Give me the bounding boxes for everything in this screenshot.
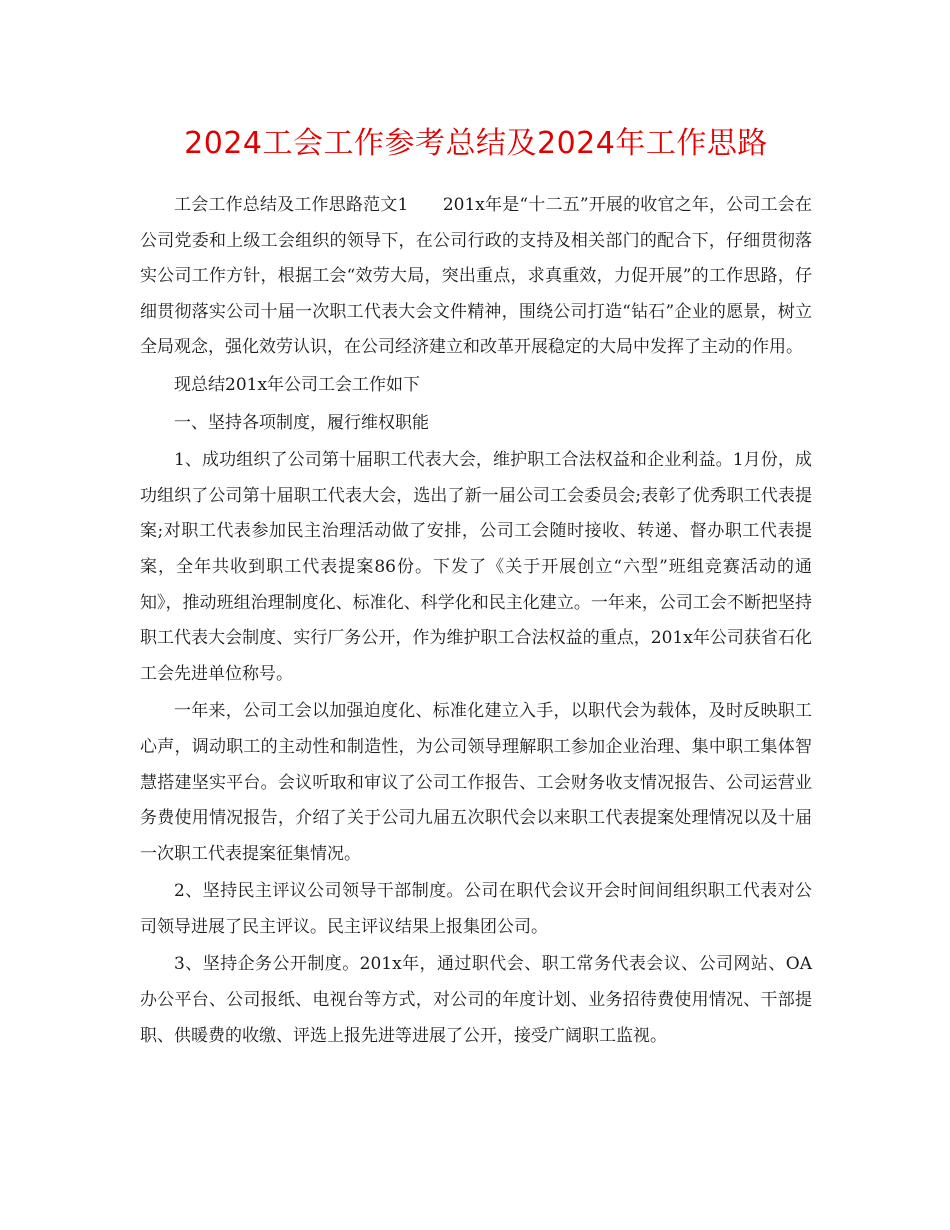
paragraph-summary-lead: 现总结201x年公司工会工作如下: [174, 374, 421, 395]
paragraph-item-3: 3、坚持企务公开制度。201x年，通过职代会、职工常务代表会议、公司网站、OA办公平台、公司报纸、电视台等方式，对公司的年度计划、业务招待费使用情况、干部提职、供暖费的收缴、评选上报先进等进展了公开，接受广阔职工监视。: [140, 954, 812, 1046]
paragraph-item-1-detail: 一年来，公司工会以加强迫度化、标准化建立入手，以职代会为载体，及时反映职工心声，调动职工的主动性和制造性，为公司领导理解职工参加企业治理、集中职工集体智慧搭建坚实平台。会议听取和审议了公司工作报告、工会财务收支情况报告、公司运营业务费使用情况报告，介绍了关于公司九届五次职代会以来职工代表提案处理情况以及十届一次职工代表提案征集情况。: [140, 701, 812, 864]
paragraph-intro: 工会工作总结及工作思路范文1 201x年是“十二五”开展的收官之年，公司工会在公司党委和上级工会组织的领导下，在公司行政的支持及相关部门的配合下，仔细贯彻落实公司工作方针，根据工会“效劳大局，突出重点，求真重效，力促开展”的工作思路，仔细贯彻落实公司十届一次职工代表大会文件精神，围绕公司打造“钻石”企业的愿景，树立全局观念，强化效劳认识，在公司经济建立和改革开展稳定的大局中发挥了主动的作用。: [140, 195, 812, 358]
paragraph-item-1: 1、成功组织了公司第十届职工代表大会，维护职工合法权益和企业利益。1月份，成功组织了公司第十届职工代表大会，选出了新一届公司工会委员会;表彰了优秀职工代表提案;对职工代表参加民主治理活动做了安排，公司工会随时接收、转递、督办职工代表提案，全年共收到职工代表提案86份。下发了《关于开展创立“六型”班组竞赛活动的通知》，推动班组治理制度化、标准化、科学化和民主化建立。一年来，公司工会不断把坚持职工代表大会制度、实行厂务公开，作为维护职工合法权益的重点，201x年公司获省石化工会先进单位称号。: [140, 450, 812, 684]
section-heading-1: 一、坚持各项制度，履行维权职能: [174, 412, 429, 433]
document-title: 2024工会工作参考总结及2024年工作思路: [184, 126, 768, 161]
document-page: [140, 118, 812, 1056]
paragraph-item-2: 2、坚持民主评议公司领导干部制度。公司在职代会议开会时间间组织职工代表对公司领导进展了民主评议。民主评议结果上报集团公司。: [140, 881, 812, 937]
